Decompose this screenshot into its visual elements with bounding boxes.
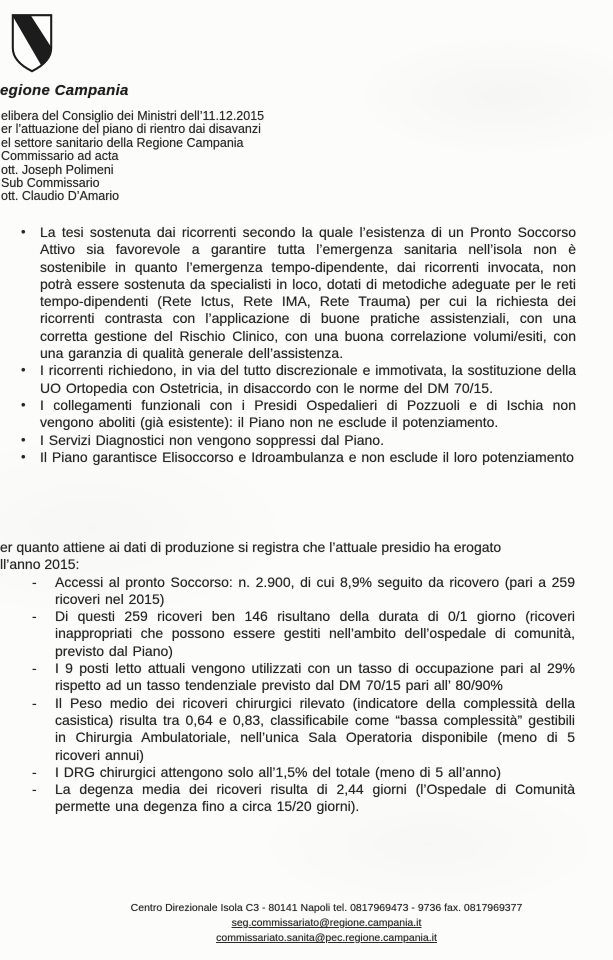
campania-shield-icon — [8, 11, 56, 82]
letterhead-block — [1, 110, 264, 204]
dash-text: I DRG chirurgici attengono solo all’1,5% del totale (meno di 5 all’anno) — [55, 763, 502, 780]
bullet-text: Il Piano garantisce Elisoccorso e Idroambulanza e non esclude il loro potenziamento — [40, 448, 574, 465]
production-data-section — [0, 539, 613, 816]
dash-marker: - — [32, 763, 37, 780]
dash-item — [0, 660, 613, 695]
bullet-marker: • — [21, 431, 26, 447]
bullet-item — [0, 432, 613, 449]
dash-item — [0, 574, 613, 609]
bullet-marker: • — [21, 224, 26, 239]
dash-text: Il Peso medio dei ricoveri chirurgici rilevato (indicatore della complessità della casistica) risulta tra 0,64 e 0,83, classificabile come “bassa complessità” gestibili in Chirurgia Ambulatoriale, nell’unica Sala Operatoria disponibile (meno di 5 ricoveri annui) — [55, 694, 575, 763]
dash-item — [0, 695, 613, 764]
dash-text: I 9 posti letto attuali vengono utilizzati con un tasso di occupazione pari al 29% rispetto ad un tasso tendenziale previsto dal DM 70/15 pari all’ 80/90% — [55, 660, 575, 694]
letterhead-line-decree: elibera del Consiglio dei Ministri dell’11.12.2015 — [1, 109, 265, 123]
dash-item — [0, 608, 613, 660]
dash-item — [0, 764, 613, 781]
bullet-text: I Servizi Diagnostici non vengono soppressi dal Piano. — [40, 431, 384, 448]
footer-email-primary: seg.commissariato@regione.campania.it — [231, 917, 422, 929]
dash-marker: - — [32, 694, 37, 711]
dash-text: Accessi al pronto Soccorso: n. 2.900, di cui 8,9% seguito da ricovero (pari a 259 ricoveri nel 2015) — [55, 573, 575, 607]
bullet-marker: • — [21, 448, 26, 464]
footer-address: Centro Direzionale Isola C3 - 80141 Napoli tel. 0817969473 - 9736 fax. 0817969377 — [130, 902, 523, 914]
letterhead-line-polimeni: ott. Joseph Polimeni — [1, 162, 114, 177]
dash-marker: - — [32, 660, 37, 677]
observations-list — [0, 224, 613, 466]
letterhead-line-sector: el settore sanitario della Regione Campania — [1, 135, 244, 150]
bullet-marker: • — [21, 362, 26, 378]
bullet-marker: • — [21, 396, 26, 412]
bullet-item — [0, 224, 613, 362]
bullet-text: I collegamenti funzionali con i Presidi Ospedalieri di Pozzuoli e di Ischia non vengono aboliti (già esistente): il Piano non ne esclude il potenziamento. — [40, 396, 576, 431]
dash-text: La degenza media dei ricoveri risulta di 2,44 giorni (l’Ospedale di Comunità permette una degenza fino a circa 15/20 giorni). — [55, 781, 575, 815]
letterhead-line-plan: er l’attuazione del piano di rientro dai disavanzi — [1, 122, 261, 137]
dash-marker: - — [32, 608, 37, 625]
bullet-item — [0, 397, 613, 432]
footer-email-pec: commissariato.sanita@pec.regione.campania.it — [216, 932, 437, 944]
production-intro-line: er quanto attiene ai dati di produzione si registra che l’attuale presidio ha erogato — [0, 539, 502, 555]
logo-wordmark: egione Campania — [0, 82, 129, 99]
letterhead-line-subcommissario: Sub Commissario — [1, 176, 100, 191]
bullet-item — [0, 449, 613, 466]
bullet-item — [0, 362, 613, 397]
letterhead-line-damario: ott. Claudio D’Amario — [1, 189, 120, 204]
dash-marker: - — [32, 781, 37, 798]
bullet-text: La tesi sostenuta dai ricorrenti secondo la quale l’esistenza di un Pronto Soccorso Attivo sia favorevole a garantire tutta l’emergenza sanitaria nell’isola non è sostenibile in quanto l’emergenza tempo-dipendente, dai ricorrenti invocata, non potrà essere sostenuta da specialisti in loco, dotati di metodiche adeguate per le reti tempo-dipendenti (Rete Ictus, Rete IMA, Rete Trauma) per cui la richiesta dei ricorrenti contrasta con l’applicazione di buone pratiche assistenziali, con una corretta gestione del Rischio Clinico, con una buona correlazione volumi/esiti, con una garanzia di qualità generale dell’assistenza. — [40, 224, 576, 362]
dash-marker: - — [32, 573, 37, 590]
bullet-text: I ricorrenti richiedono, in via del tutto discrezionale e immotivata, la sostituzione della UO Ortopedia con Ostetricia, in disaccordo con le norme del DM 70/15. — [40, 362, 576, 396]
dash-item — [0, 781, 613, 816]
letterhead-line-commissario: Commissario ad acta — [1, 149, 119, 164]
production-intro-line: ll’anno 2015: — [0, 556, 80, 573]
dash-text: Di questi 259 ricoveri ben 146 risultano della durata di 0/1 giorno (ricoveri inappropriati che possono essere gestiti nell’ambito dell’ospedale di comunità, previsto dal Piano) — [55, 608, 575, 659]
footer-block — [40, 901, 613, 946]
